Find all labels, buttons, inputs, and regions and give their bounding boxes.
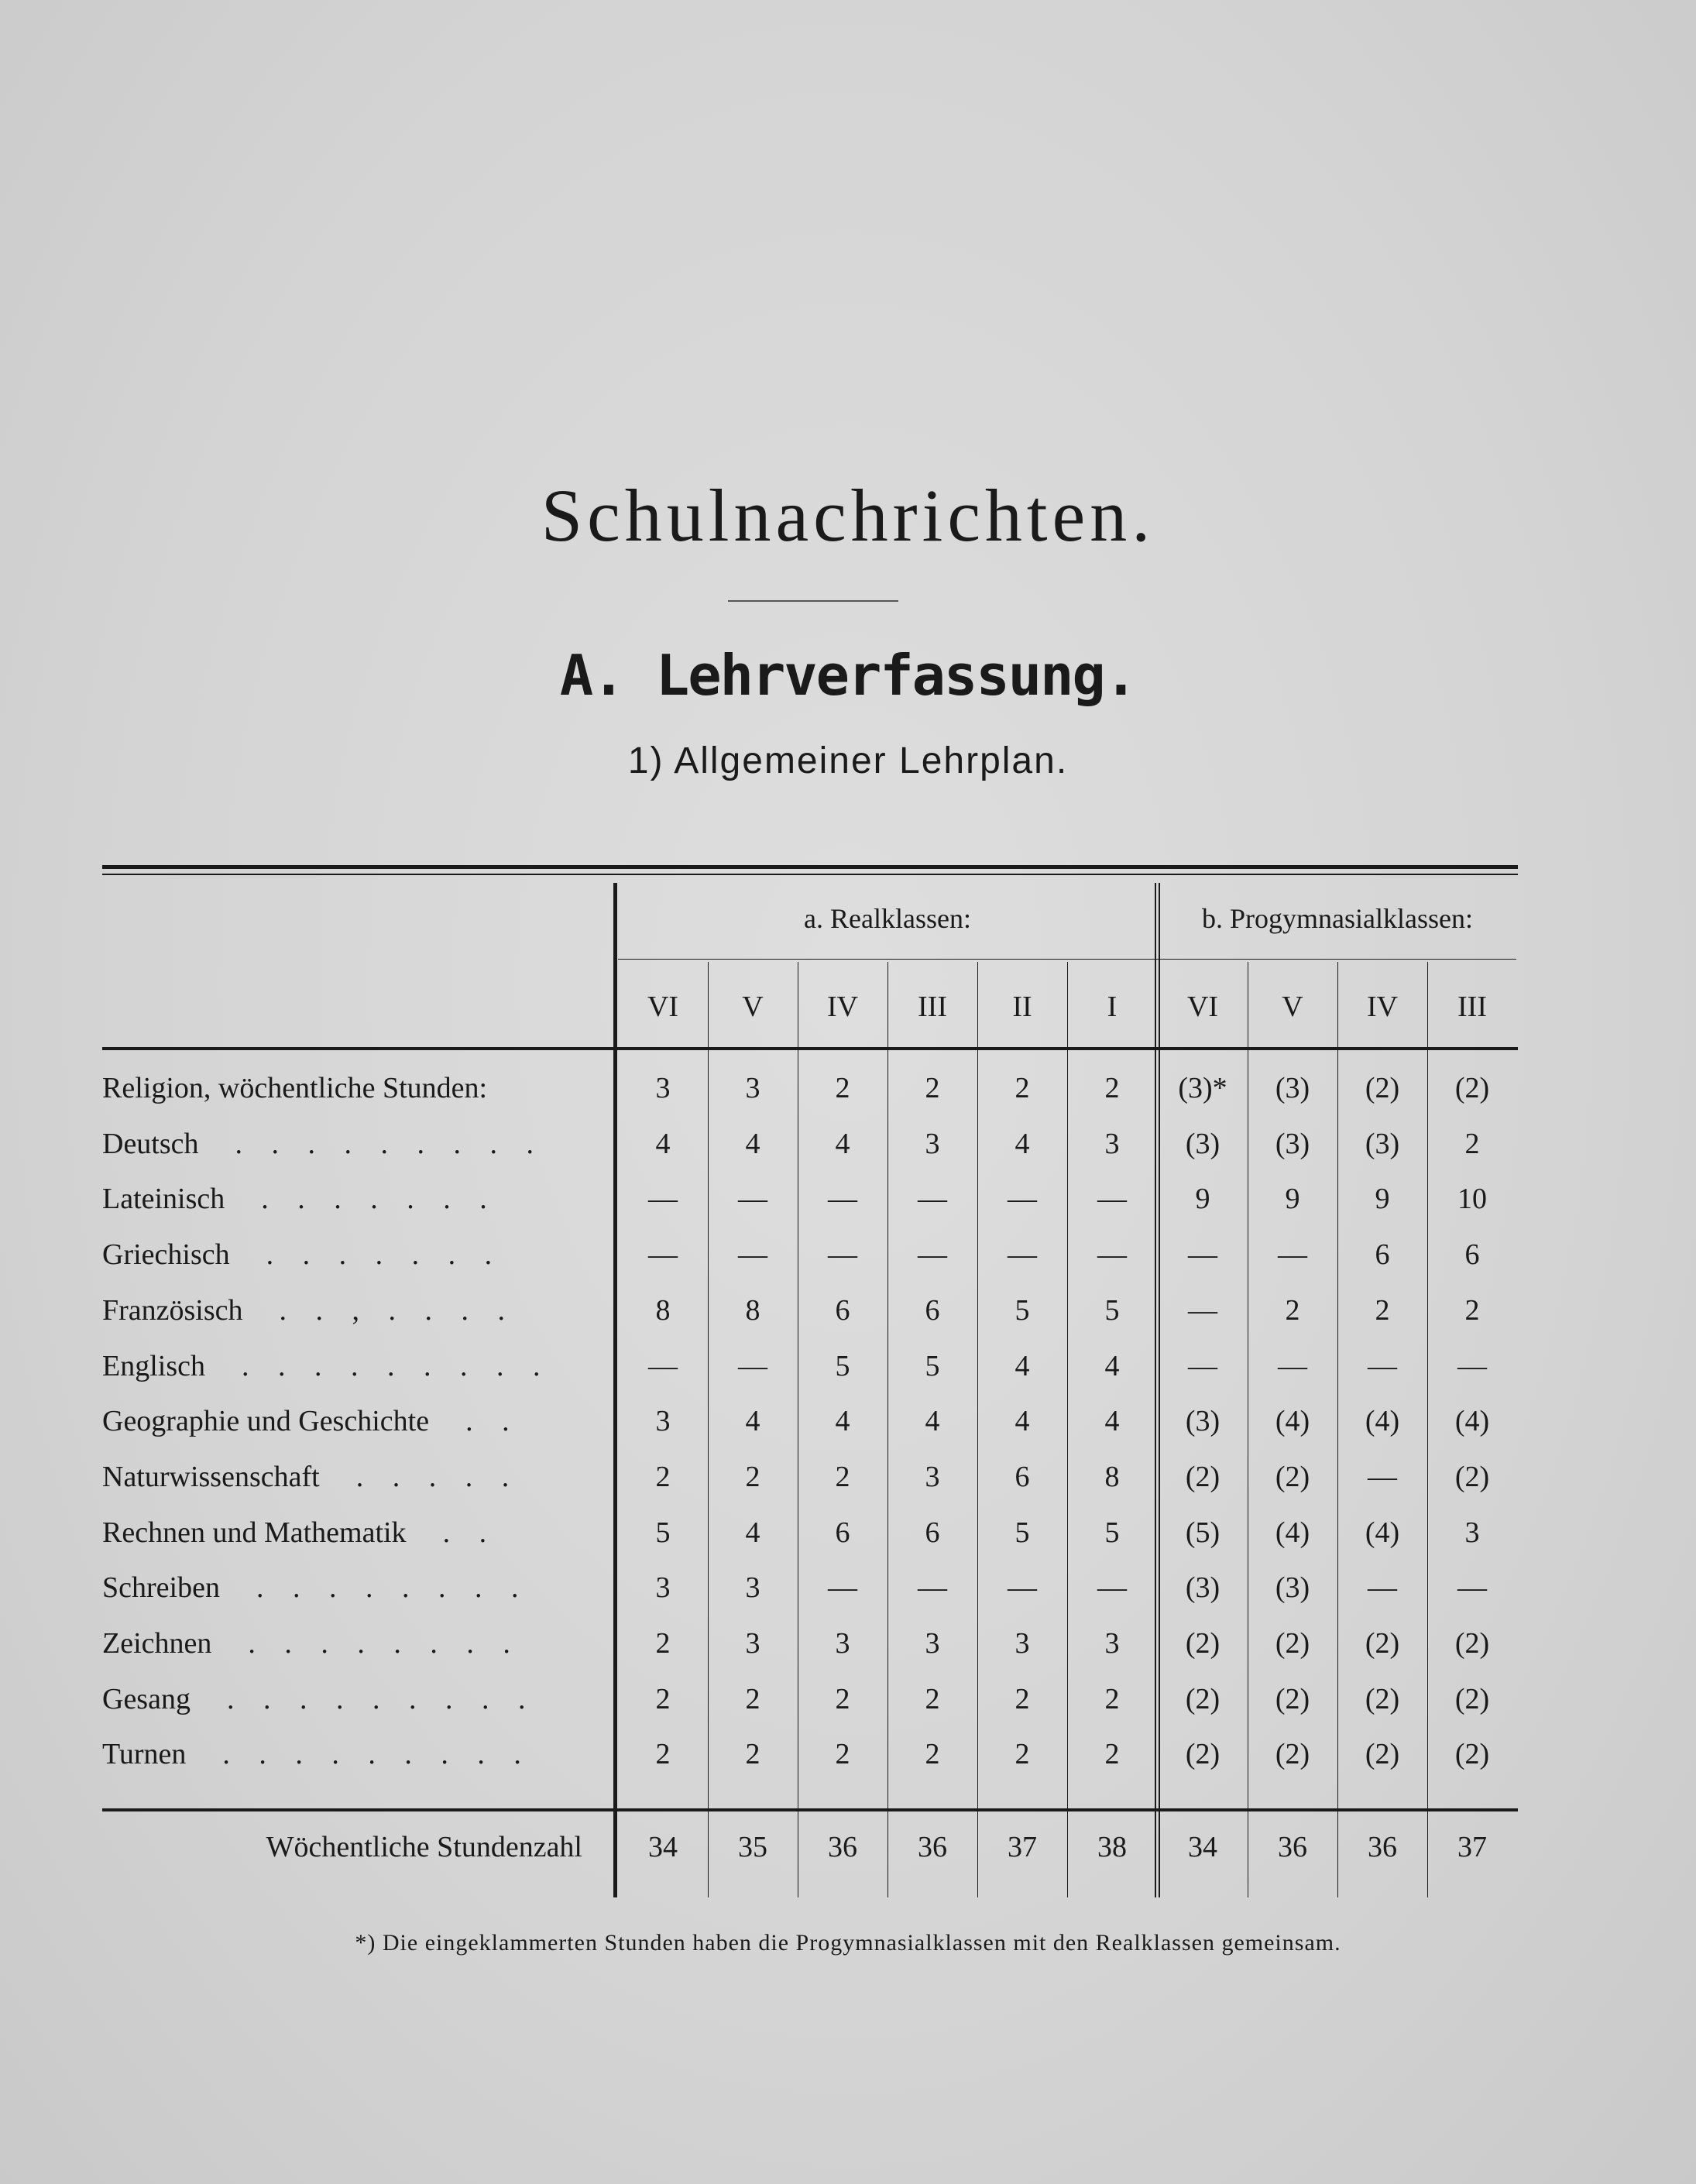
table-cell: 3	[925, 1128, 940, 1160]
table-cell: 4	[835, 1128, 850, 1160]
table-cell: —	[738, 1183, 767, 1215]
table-cell: —	[648, 1183, 678, 1215]
table-cell: —	[1457, 1350, 1487, 1382]
header-bottom-rule	[102, 1047, 1518, 1050]
table-cell: —	[738, 1350, 767, 1382]
subject-name: Rechnen und Mathematik	[102, 1516, 407, 1549]
table-cell: 6	[1464, 1238, 1480, 1271]
table-cell: (2)	[1185, 1738, 1221, 1770]
table-cell: —	[918, 1238, 947, 1271]
table-cell: 4	[655, 1128, 671, 1160]
table-cell: (2)	[1454, 1683, 1490, 1715]
subject-name: Naturwissenschaft	[102, 1461, 320, 1493]
subject-name: Zeichnen	[102, 1627, 212, 1660]
subject-label	[102, 1127, 582, 1161]
total-cell: 36	[828, 1831, 857, 1863]
table-cell: 2	[745, 1683, 760, 1715]
table-cell: (2)	[1454, 1738, 1490, 1770]
subject-name: Religion, wöchentliche Stunden:	[102, 1072, 488, 1104]
leader-dots: . .	[406, 1516, 498, 1549]
table-cell: (5)	[1185, 1516, 1221, 1549]
subject-name: Lateinisch	[102, 1183, 225, 1215]
total-label: Wöchentliche Stundenzahl	[266, 1831, 582, 1863]
table-cell: 2	[745, 1461, 760, 1493]
table-cell: (4)	[1365, 1516, 1400, 1549]
total-cell: 38	[1097, 1831, 1127, 1863]
total-cell: 36	[1278, 1831, 1307, 1863]
group-header-rule	[618, 959, 1516, 960]
subject-label	[102, 1682, 582, 1716]
subject-name: Deutsch	[102, 1128, 199, 1160]
table-cell: 4	[745, 1516, 760, 1549]
column-header: I	[1107, 991, 1118, 1023]
subject-name: Englisch	[102, 1350, 205, 1382]
table-cell: 10	[1457, 1183, 1487, 1215]
table-cell: (4)	[1275, 1405, 1310, 1437]
table-cell: 6	[925, 1516, 940, 1549]
table-cell: 9	[1375, 1183, 1390, 1215]
column-header: II	[1012, 991, 1032, 1023]
subject-label	[102, 1404, 582, 1438]
table-cell: —	[828, 1238, 857, 1271]
table-cell: 4	[745, 1128, 760, 1160]
table-cell: 4	[1104, 1405, 1120, 1437]
leader-dots: . . . . . . . .	[219, 1571, 530, 1604]
table-cell: 2	[1015, 1738, 1030, 1770]
table-cell: 2	[1464, 1294, 1480, 1327]
table-cell: 4	[1015, 1405, 1030, 1437]
table-cell: (2)	[1185, 1683, 1221, 1715]
table-cell: —	[1278, 1238, 1307, 1271]
table-cell: 5	[925, 1350, 940, 1382]
leader-dots: . .	[429, 1405, 520, 1437]
table-cell: 8	[1104, 1461, 1120, 1493]
table-cell: 4	[1104, 1350, 1120, 1382]
total-cell: 34	[648, 1831, 678, 1863]
leader-dots: . . . . . . . . .	[190, 1683, 537, 1715]
table-cell: 8	[745, 1294, 760, 1327]
table-cell: 9	[1285, 1183, 1300, 1215]
table-cell: 3	[925, 1627, 940, 1660]
page-title: Schulnachrichten.	[541, 474, 1155, 557]
table-cell: 3	[655, 1072, 671, 1104]
table-cell: 4	[835, 1405, 850, 1437]
table-cell: (2)	[1275, 1461, 1310, 1493]
table-cell: 9	[1195, 1183, 1210, 1215]
table-cell: 2	[925, 1072, 940, 1104]
subject-label	[102, 1071, 582, 1105]
table-cell: (3)	[1185, 1571, 1221, 1604]
table-cell: (2)	[1365, 1627, 1400, 1660]
table-cell: 2	[835, 1072, 850, 1104]
leader-dots: . . , . . . .	[242, 1294, 517, 1327]
table-cell: 3	[745, 1627, 760, 1660]
table-cell: 2	[1464, 1128, 1480, 1160]
table-cell: 2	[655, 1627, 671, 1660]
table-cell: 3	[745, 1571, 760, 1604]
total-cell: 36	[1368, 1831, 1397, 1863]
table-cell: (3)*	[1178, 1072, 1227, 1104]
table-cell: 3	[1015, 1627, 1030, 1660]
table-cell: (2)	[1365, 1738, 1400, 1770]
subject-name: Schreiben	[102, 1571, 220, 1604]
table-cell: 4	[925, 1405, 940, 1437]
leader-dots: . . . . . . . . .	[198, 1128, 545, 1160]
table-cell: —	[1188, 1238, 1217, 1271]
table-cell: 4	[745, 1405, 760, 1437]
table-cell: 3	[745, 1072, 760, 1104]
column-header: III	[918, 991, 947, 1023]
table-cell: 2	[1104, 1738, 1120, 1770]
stub-vertical-rule	[613, 883, 617, 1897]
table-cell: (3)	[1275, 1072, 1310, 1104]
table-cell: (2)	[1275, 1738, 1310, 1770]
table-cell: 5	[655, 1516, 671, 1549]
group-header-realklassen: a. Realklassen:	[804, 903, 971, 934]
table-cell: —	[1008, 1571, 1037, 1604]
subject-label	[102, 1238, 582, 1272]
table-cell: (2)	[1365, 1072, 1400, 1104]
table-cell: 2	[1104, 1683, 1120, 1715]
subject-label	[102, 1182, 582, 1216]
table-cell: 2	[655, 1683, 671, 1715]
table-cell: 5	[1104, 1294, 1120, 1327]
table-cell: 8	[655, 1294, 671, 1327]
table-cell: (2)	[1185, 1461, 1221, 1493]
column-header: VI	[647, 991, 679, 1023]
table-cell: 4	[1015, 1350, 1030, 1382]
table-cell: (2)	[1454, 1461, 1490, 1493]
table-cell: (2)	[1185, 1627, 1221, 1660]
title-divider	[728, 600, 898, 602]
table-cell: (2)	[1275, 1627, 1310, 1660]
table-cell: —	[1368, 1350, 1397, 1382]
total-cell: 34	[1188, 1831, 1217, 1863]
column-header: IV	[1366, 991, 1399, 1023]
subject-label	[102, 1737, 582, 1771]
table-cell: 3	[1104, 1128, 1120, 1160]
table-cell: (3)	[1365, 1128, 1400, 1160]
subject-label	[102, 1460, 582, 1494]
table-cell: 2	[925, 1738, 940, 1770]
table-cell: —	[738, 1238, 767, 1271]
table-cell: —	[918, 1183, 947, 1215]
table-cell: 2	[835, 1738, 850, 1770]
table-top-rule	[102, 865, 1518, 869]
leader-dots: . . . . . . . .	[211, 1627, 521, 1660]
table-cell: —	[1368, 1461, 1397, 1493]
table-cell: 2	[745, 1738, 760, 1770]
table-cell: —	[828, 1183, 857, 1215]
table-cell: (2)	[1454, 1072, 1490, 1104]
table-cell: —	[1457, 1571, 1487, 1604]
column-header: III	[1457, 991, 1487, 1023]
subject-name: Turnen	[102, 1738, 187, 1770]
column-header: VI	[1186, 991, 1219, 1023]
leader-dots: . . . . . . .	[229, 1238, 503, 1271]
table-cell: 5	[1015, 1516, 1030, 1549]
table-cell: 2	[835, 1683, 850, 1715]
table-cell: 4	[1015, 1128, 1030, 1160]
table-cell: (3)	[1185, 1128, 1221, 1160]
table-cell: —	[1368, 1571, 1397, 1604]
table-cell: 6	[835, 1294, 850, 1327]
column-header: V	[742, 991, 764, 1023]
table-cell: 2	[1375, 1294, 1390, 1327]
subject-name: Gesang	[102, 1683, 191, 1715]
total-cell: 35	[738, 1831, 767, 1863]
table-cell: 3	[1104, 1627, 1120, 1660]
leader-dots: . . . . . . .	[225, 1183, 498, 1215]
table-cell: —	[648, 1238, 678, 1271]
table-cell: (4)	[1365, 1405, 1400, 1437]
table-cell: (3)	[1185, 1405, 1221, 1437]
table-cell: (3)	[1275, 1571, 1310, 1604]
table-cell: —	[1097, 1183, 1127, 1215]
subject-name: Französisch	[102, 1294, 243, 1327]
subject-label	[102, 1349, 582, 1383]
table-cell: (3)	[1275, 1128, 1310, 1160]
table-cell: 3	[925, 1461, 940, 1493]
table-cell: 2	[655, 1738, 671, 1770]
table-cell: (4)	[1454, 1405, 1490, 1437]
footnote: *) Die eingeklammerten Stunden haben die Progymnasialklassen mit den Realklassen gemeinsam.	[355, 1930, 1341, 1956]
subsection-heading: 1) Allgemeiner Lehrplan.	[627, 740, 1069, 781]
table-cell: 2	[655, 1461, 671, 1493]
total-cell: 37	[1457, 1831, 1487, 1863]
table-cell: 6	[1375, 1238, 1390, 1271]
table-cell: —	[1278, 1350, 1307, 1382]
table-cell: 2	[1104, 1072, 1120, 1104]
table-cell: 3	[655, 1571, 671, 1604]
total-cell: 36	[918, 1831, 947, 1863]
table-cell: 2	[1015, 1683, 1030, 1715]
table-cell: 6	[925, 1294, 940, 1327]
subject-label	[102, 1516, 582, 1550]
total-cell: 37	[1008, 1831, 1037, 1863]
table-cell: —	[918, 1571, 947, 1604]
table-cell: 5	[1104, 1516, 1120, 1549]
column-header: IV	[826, 991, 859, 1023]
table-cell: —	[648, 1350, 678, 1382]
table-cell: (2)	[1365, 1683, 1400, 1715]
table-cell: 5	[835, 1350, 850, 1382]
table-cell: (2)	[1275, 1683, 1310, 1715]
table-cell: 6	[835, 1516, 850, 1549]
group-header-progymnasialklassen: b. Progymnasialklassen:	[1202, 903, 1473, 934]
table-cell: 2	[1285, 1294, 1300, 1327]
table-cell: (4)	[1275, 1516, 1310, 1549]
leader-dots: . . . . .	[319, 1461, 520, 1493]
table-cell: 3	[655, 1405, 671, 1437]
table-cell: 2	[925, 1683, 940, 1715]
leader-dots: . . . . . . . . .	[186, 1738, 532, 1770]
column-header: V	[1282, 991, 1303, 1023]
table-cell: (2)	[1454, 1627, 1490, 1660]
table-cell: 3	[835, 1627, 850, 1660]
table-cell: 3	[1464, 1516, 1480, 1549]
totals-top-rule	[102, 1808, 1518, 1811]
table-cell: —	[828, 1571, 857, 1604]
section-heading: A. Lehrverfassung.	[559, 643, 1137, 708]
subject-label	[102, 1571, 582, 1605]
table-cell: 2	[835, 1461, 850, 1493]
subject-label	[102, 1293, 582, 1327]
subject-name: Griechisch	[102, 1238, 230, 1271]
leader-dots: . . . . . . . . .	[204, 1350, 551, 1382]
subject-name: Geographie und Geschichte	[102, 1405, 430, 1437]
table-cell: 2	[1015, 1072, 1030, 1104]
table-cell: —	[1097, 1571, 1127, 1604]
subject-label	[102, 1626, 582, 1660]
table-cell: —	[1097, 1238, 1127, 1271]
table-top-rule-thin	[102, 874, 1518, 875]
table-cell: 6	[1015, 1461, 1030, 1493]
table-cell: —	[1008, 1183, 1037, 1215]
table-cell: 5	[1015, 1294, 1030, 1327]
table-cell: —	[1188, 1294, 1217, 1327]
table-cell: —	[1008, 1238, 1037, 1271]
table-cell: —	[1188, 1350, 1217, 1382]
